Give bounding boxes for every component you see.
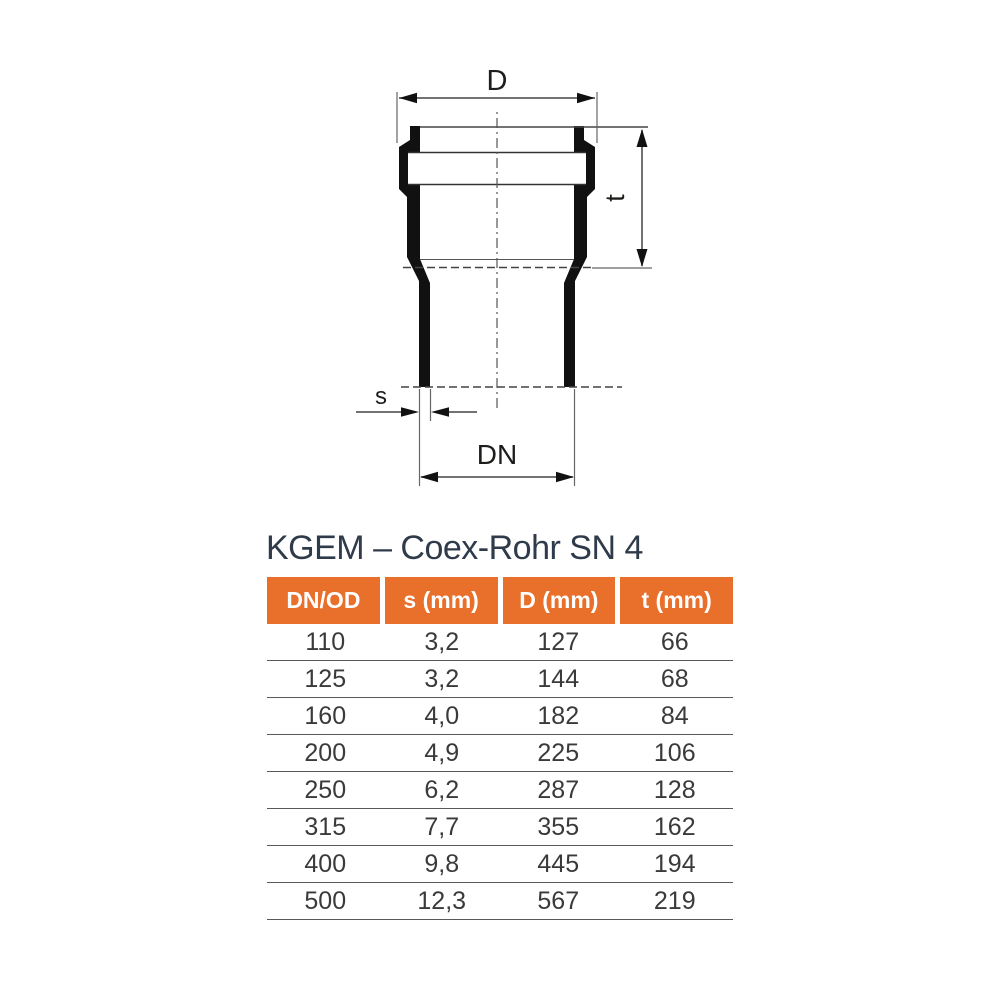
table-row — [267, 624, 733, 661]
arrowhead-left-icon — [431, 407, 449, 417]
table-cell: 4,9 — [424, 738, 460, 767]
arrowhead-right-icon — [556, 472, 574, 482]
table-cell: 500 — [304, 886, 347, 915]
label-DN: DN — [476, 439, 518, 470]
table-cell: 110 — [305, 627, 346, 656]
table-cell: 3,2 — [424, 627, 460, 656]
table-row — [267, 809, 733, 846]
table-cell: 3,2 — [424, 664, 460, 693]
spec-table-body — [267, 624, 733, 920]
table-cell: 287 — [537, 775, 580, 804]
table-cell: 194 — [653, 849, 696, 878]
label-D: D — [486, 65, 508, 97]
table-cell: 355 — [537, 812, 580, 841]
table-cell: 4,0 — [424, 701, 460, 730]
label-t: t — [600, 194, 630, 202]
table-cell: 12,3 — [417, 886, 467, 915]
arrowhead-left-icon — [399, 93, 417, 103]
table-row — [267, 698, 733, 735]
spec-table — [267, 577, 733, 920]
table-cell: 125 — [304, 664, 347, 693]
label-s: s — [375, 383, 387, 410]
table-cell: 400 — [304, 849, 347, 878]
header-cell-dn-od: DN/OD — [267, 577, 380, 624]
table-cell: 7,7 — [424, 812, 460, 841]
table-cell: 225 — [537, 738, 580, 767]
table-cell: 128 — [653, 775, 696, 804]
dimension-t — [592, 129, 652, 268]
table-cell: 127 — [537, 627, 580, 656]
header-cell-d: D (mm) — [503, 577, 616, 624]
table-cell: 9,8 — [424, 849, 460, 878]
table-cell: 567 — [537, 886, 580, 915]
table-cell: 68 — [660, 664, 689, 693]
table-row — [267, 661, 733, 698]
table-row — [267, 735, 733, 772]
table-row — [267, 772, 733, 809]
header-cell-t: t (mm) — [620, 577, 733, 624]
table-row — [267, 846, 733, 883]
table-cell: 182 — [537, 701, 580, 730]
table-cell: 66 — [660, 627, 689, 656]
arrowhead-right-icon — [401, 407, 419, 417]
table-cell: 160 — [304, 701, 347, 730]
table-cell: 445 — [537, 849, 580, 878]
spec-table-header — [267, 577, 733, 624]
table-cell: 315 — [304, 812, 347, 841]
table-row — [267, 883, 733, 920]
table-cell: 219 — [653, 886, 696, 915]
arrowhead-down-icon — [637, 249, 648, 267]
table-cell: 144 — [537, 664, 580, 693]
dimension-s — [356, 383, 477, 421]
arrowhead-right-icon — [577, 93, 595, 103]
product-title: KGEM – Coex-Rohr SN 4 — [266, 529, 643, 567]
table-cell: 6,2 — [424, 775, 460, 804]
dimension-D — [397, 65, 597, 143]
arrowhead-left-icon — [420, 472, 438, 482]
table-cell: 162 — [653, 812, 696, 841]
table-cell: 106 — [653, 738, 696, 767]
arrowhead-up-icon — [637, 129, 648, 147]
table-cell: 84 — [660, 701, 689, 730]
header-cell-s: s (mm) — [385, 577, 498, 624]
table-cell: 250 — [304, 775, 347, 804]
table-cell: 200 — [304, 738, 347, 767]
